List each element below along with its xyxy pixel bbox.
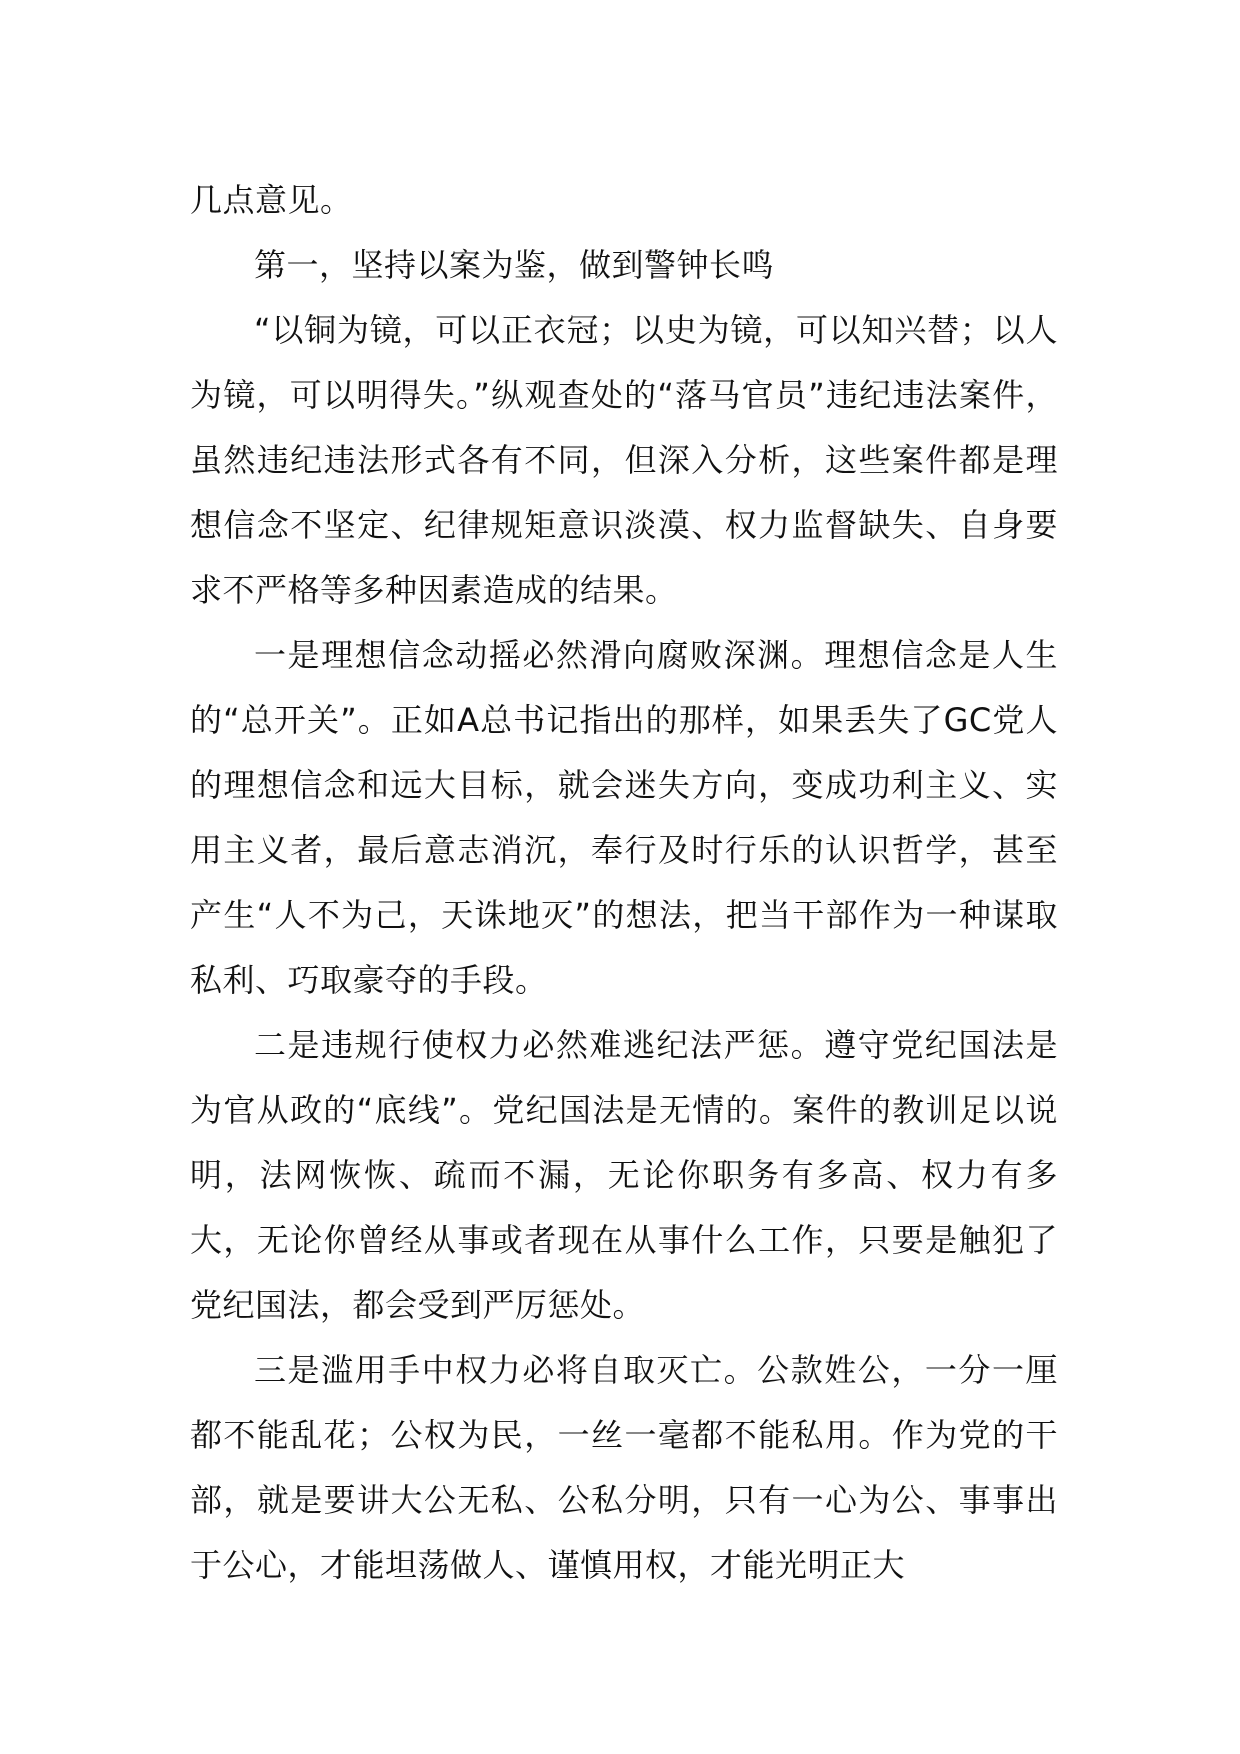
section-heading: 第一，坚持以案为鉴，做到警钟长鸣: [254, 246, 775, 284]
paragraph-point-one: 一是理想信念动摇必然滑向腐败深渊。理想信念是人生的“总开关”。正如A总书记指出的那样，如果丢失了GC党人的理想信念和远大目标，就会迷失方向，变成功利主义、实用主义者，最后意志消沉，奉行及时行乐的认识哲学，甚至产生“人不为己，天诛地灭”的想法，把当干部作为一种谋取私利、巧取豪夺的手段。: [190, 636, 1058, 999]
document-body: [190, 168, 1058, 1598]
paragraph-quote: “以铜为镜，可以正衣冠；以史为镜，可以知兴替；以人为镜，可以明得失。”纵观查处的“落马官员”违纪违法案件，虽然违纪违法形式各有不同，但深入分析，这些案件都是理想信念不坚定、纪律规矩意识淡漠、权力监督缺失、自身要求不严格等多种因素造成的结果。: [190, 311, 1058, 609]
paragraph-continuation: 几点意见。: [190, 181, 353, 219]
paragraph-point-two: 二是违规行使权力必然难逃纪法严惩。遵守党纪国法是为官从政的“底线”。党纪国法是无情的。案件的教训足以说明，法网恢恢、疏而不漏，无论你职务有多高、权力有多大，无论你曾经从事或者现在从事什么工作，只要是触犯了党纪国法，都会受到严厉惩处。: [190, 1026, 1058, 1324]
paragraph-point-three: 三是滥用手中权力必将自取灭亡。公款姓公，一分一厘都不能乱花；公权为民，一丝一毫都不能私用。作为党的干部，就是要讲大公无私、公私分明，只有一心为公、事事出于公心，才能坦荡做人、谨慎用权，才能光明正大: [190, 1351, 1058, 1584]
